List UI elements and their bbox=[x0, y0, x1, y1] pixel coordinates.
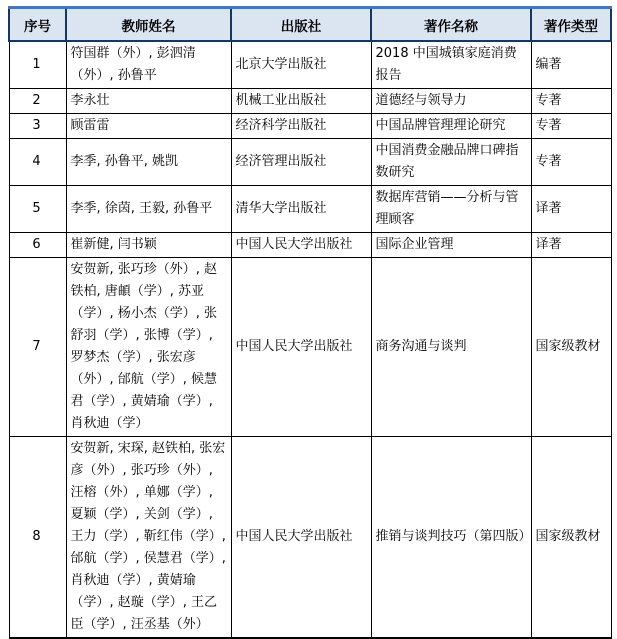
column-header-title: 著作名称 bbox=[371, 8, 531, 42]
cell-title: 中国消费金融品牌口碑指数研究 bbox=[371, 139, 531, 186]
table-header-row bbox=[9, 8, 611, 42]
cell-publisher: 机械工业出版社 bbox=[231, 89, 371, 114]
cell-teachers: 安贺新, 宋琛, 赵铁柏, 张宏彦（外）, 张巧珍（外）, 汪榕（外）, 单娜（学）, 夏颖（学）, 关剑（学）, 王力（学）, 靳红伟（学）, 邰航（学）, 侯慧君（学）, 肖秋迪（学）, 黄婧瑜（学）, 赵璇（学）, 王乙臣（学）, 汪丞基（外） bbox=[66, 437, 231, 639]
cell-teachers: 李永壮 bbox=[66, 89, 231, 114]
table-row bbox=[9, 139, 611, 186]
cell-title: 数据库营销——分析与管理顾客 bbox=[371, 186, 531, 233]
table-row bbox=[9, 41, 611, 89]
cell-type: 国家级教材 bbox=[531, 437, 611, 639]
cell-type: 编著 bbox=[531, 41, 611, 89]
cell-teachers: 符国群（外）, 彭泗清（外）, 孙鲁平 bbox=[66, 41, 231, 89]
cell-title: 2018 中国城镇家庭消费报告 bbox=[371, 41, 531, 89]
column-header-teachers: 教师姓名 bbox=[66, 8, 231, 42]
cell-teachers: 安贺新, 张巧珍（外）, 赵铁柏, 唐頔（学）, 苏亚（学）, 杨小杰（学）, 张舒羽（学）, 张博（学）, 罗梦杰（学）, 张宏彦（外）, 邰航（学）, 候慧君（学）, 黄婧瑜（学）, 肖秋迪（学） bbox=[66, 258, 231, 437]
publications-table bbox=[8, 6, 612, 639]
cell-title: 道德经与领导力 bbox=[371, 89, 531, 114]
cell-index: 6 bbox=[9, 233, 66, 258]
cell-teachers: 崔新健, 闫书颖 bbox=[66, 233, 231, 258]
cell-publisher: 北京大学出版社 bbox=[231, 41, 371, 89]
cell-type: 专著 bbox=[531, 89, 611, 114]
cell-title: 中国品牌管理理论研究 bbox=[371, 114, 531, 139]
table-row bbox=[9, 258, 611, 437]
column-header-publisher: 出版社 bbox=[231, 8, 371, 42]
cell-index: 7 bbox=[9, 258, 66, 437]
cell-publisher: 中国人民大学出版社 bbox=[231, 258, 371, 437]
table-row bbox=[9, 89, 611, 114]
table-row bbox=[9, 186, 611, 233]
column-header-type: 著作类型 bbox=[531, 8, 611, 42]
cell-index: 3 bbox=[9, 114, 66, 139]
cell-publisher: 中国人民大学出版社 bbox=[231, 233, 371, 258]
cell-title: 国际企业管理 bbox=[371, 233, 531, 258]
cell-index: 8 bbox=[9, 437, 66, 639]
cell-publisher: 经济管理出版社 bbox=[231, 139, 371, 186]
cell-type: 译著 bbox=[531, 186, 611, 233]
cell-title: 商务沟通与谈判 bbox=[371, 258, 531, 437]
cell-teachers: 顾雷雷 bbox=[66, 114, 231, 139]
cell-index: 1 bbox=[9, 41, 66, 89]
table-body bbox=[9, 41, 611, 638]
table-row bbox=[9, 233, 611, 258]
table-row bbox=[9, 437, 611, 639]
cell-type: 国家级教材 bbox=[531, 258, 611, 437]
cell-teachers: 李季, 徐茵, 王毅, 孙鲁平 bbox=[66, 186, 231, 233]
cell-index: 4 bbox=[9, 139, 66, 186]
cell-publisher: 中国人民大学出版社 bbox=[231, 437, 371, 639]
cell-publisher: 清华大学出版社 bbox=[231, 186, 371, 233]
cell-index: 2 bbox=[9, 89, 66, 114]
cell-title: 推销与谈判技巧（第四版） bbox=[371, 437, 531, 639]
cell-index: 5 bbox=[9, 186, 66, 233]
table-row bbox=[9, 114, 611, 139]
cell-type: 专著 bbox=[531, 114, 611, 139]
cell-teachers: 李季, 孙鲁平, 姚凯 bbox=[66, 139, 231, 186]
cell-type: 译著 bbox=[531, 233, 611, 258]
column-header-index: 序号 bbox=[9, 8, 66, 42]
cell-publisher: 经济科学出版社 bbox=[231, 114, 371, 139]
cell-type: 专著 bbox=[531, 139, 611, 186]
